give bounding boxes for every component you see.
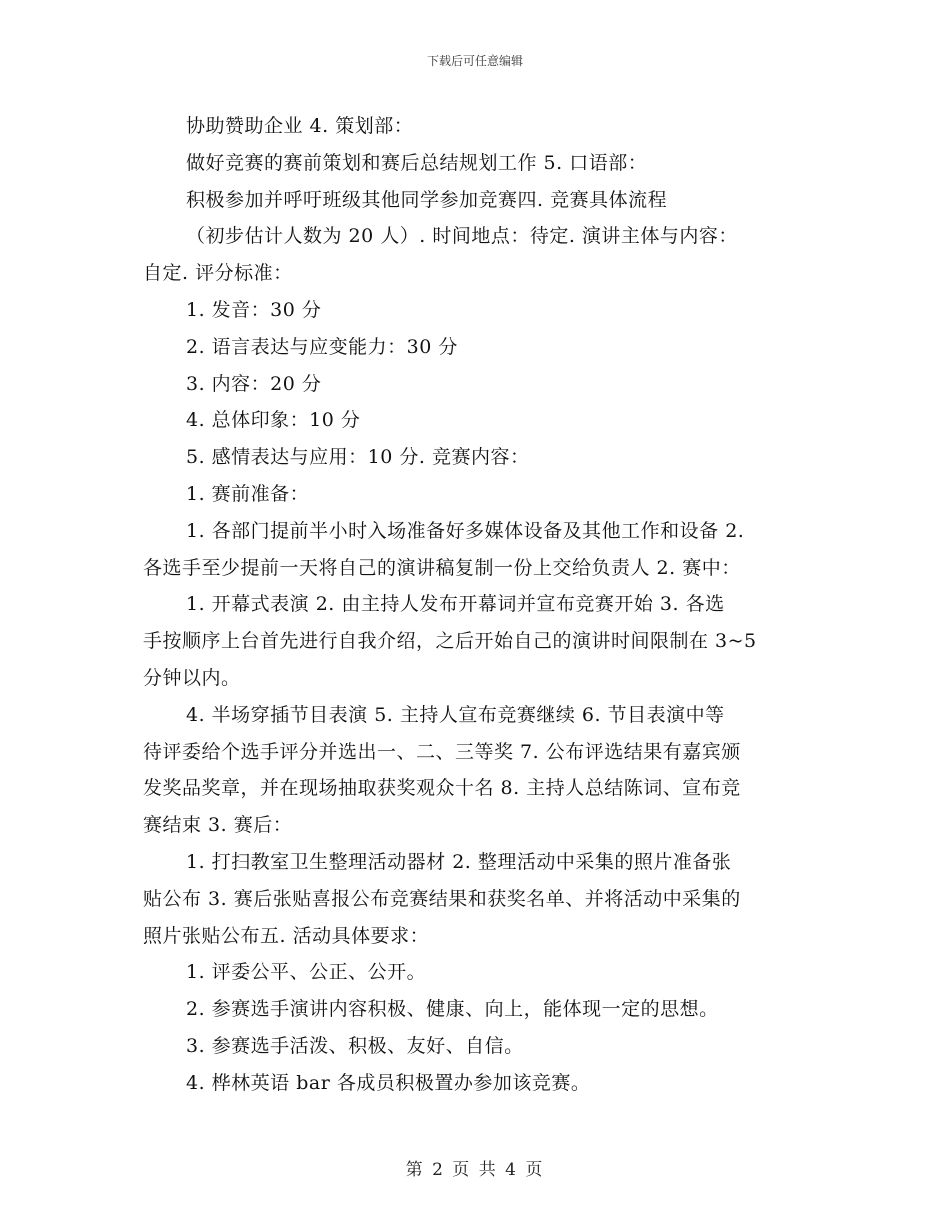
paragraph-line: 1. 打扫教室卫生整理活动器材 2. 整理活动中采集的照片准备张	[186, 850, 732, 873]
paragraph-line: 各选手至少提前一天将自己的演讲稿复制一份上交给负责人 2. 赛中：	[143, 556, 741, 579]
list-item: 4. 桦林英语 bar 各成员积极置办参加该竞赛。	[186, 1071, 591, 1094]
paragraph-line: 手按顺序上台首先进行自我介绍，之后开始自己的演讲时间限制在 3~5	[143, 630, 757, 653]
page-header: 下载后可任意编辑	[426, 54, 523, 68]
paragraph-line: 做好竞赛的赛前策划和赛后总结规划工作 5. 口语部：	[186, 151, 648, 174]
paragraph-line: 待评委给个选手评分并选出一、二、三等奖 7. 公布评选结果有嘉宾颁	[143, 740, 741, 763]
list-item: 4. 总体印象：10 分	[186, 409, 361, 432]
list-item: 3. 参赛选手活泼、积极、友好、自信。	[186, 1034, 524, 1057]
list-item: 1. 发音：30 分	[186, 298, 322, 321]
paragraph-line: 发奖品奖章，并在现场抽取获奖观众十名 8. 主持人总结陈词、宣布竞	[143, 777, 741, 800]
page-number-footer: 第 2 页 共 4 页	[405, 1160, 545, 1180]
list-item: 2. 参赛选手演讲内容积极、健康、向上，能体现一定的思想。	[186, 998, 719, 1021]
paragraph-line: 贴公布 3. 赛后张贴喜报公布竞赛结果和获奖名单、并将活动中采集的	[143, 887, 741, 910]
paragraph-line: 协助赞助企业 4. 策划部：	[186, 115, 414, 137]
list-item: 1. 评委公平、公正、公开。	[186, 961, 427, 984]
paragraph-line: 4. 半场穿插节目表演 5. 主持人宣布竞赛继续 6. 节目表演中等	[186, 703, 725, 726]
list-item: 1. 赛前准备：	[186, 482, 310, 505]
list-item: 5. 感情表达与应用：10 分. 竞赛内容：	[186, 446, 530, 469]
paragraph-line: 分钟以内。	[143, 666, 241, 689]
paragraph-line: 自定. 评分标准：	[143, 262, 293, 285]
paragraph-line: 1. 各部门提前半小时入场准备好多媒体设备及其他工作和设备 2.	[186, 519, 745, 542]
paragraph-line: （初步估计人数为 20 人）. 时间地点：待定. 演讲主体与内容：	[186, 225, 738, 248]
list-item: 2. 语言表达与应变能力：30 分	[186, 335, 458, 358]
paragraph-line: 赛结束 3. 赛后：	[143, 814, 293, 837]
paragraph-line: 积极参加并呼吁班级其他同学参加竞赛四. 竞赛具体流程	[186, 188, 668, 211]
document-body	[143, 108, 811, 1102]
paragraph-line: 1. 开幕式表演 2. 由主持人发布开幕词并宣布竞赛开始 3. 各选	[186, 593, 725, 616]
paragraph-line: 照片张贴公布五. 活动具体要求：	[143, 924, 430, 947]
list-item: 3. 内容：20 分	[186, 372, 322, 395]
